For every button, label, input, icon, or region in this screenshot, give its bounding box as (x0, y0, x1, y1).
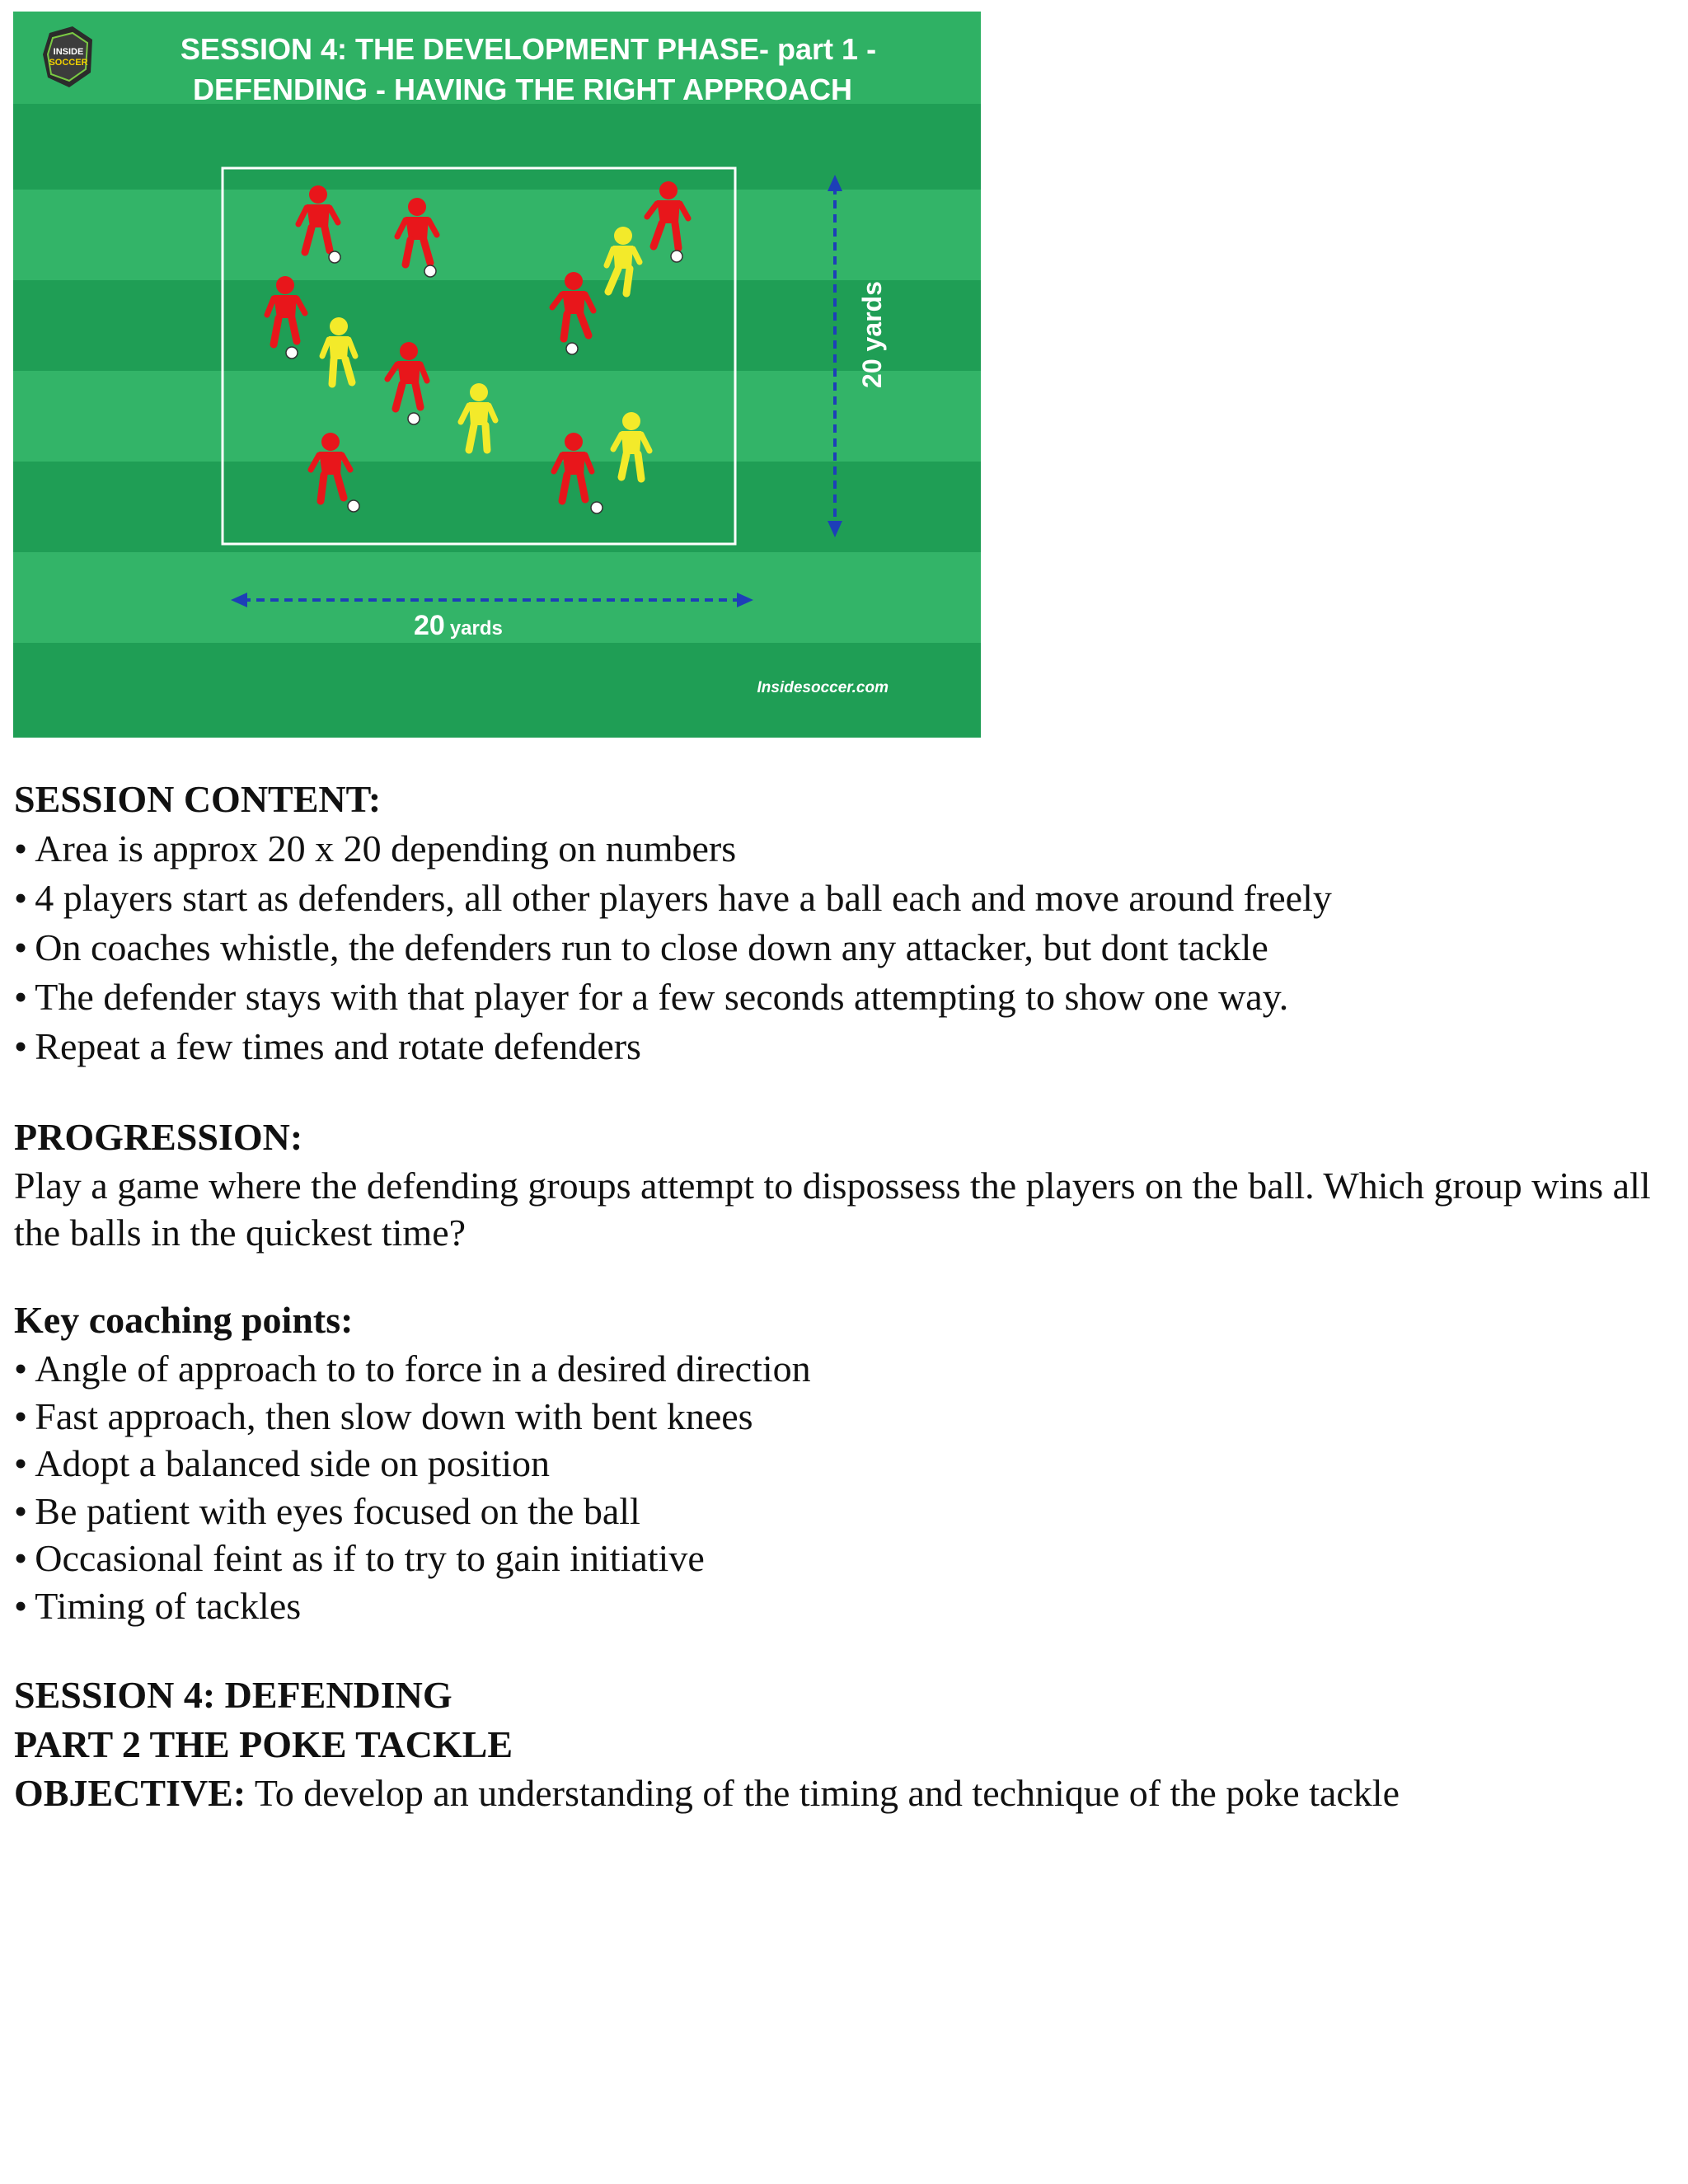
objective-text: To develop an understanding of the timing and technique of the poke tackle (246, 1772, 1400, 1814)
list-item (14, 1022, 1654, 1071)
logo-text-soccer: SOCCER (49, 58, 88, 68)
spacer (14, 1071, 1654, 1113)
list-item (14, 1488, 1654, 1535)
bullet-mark: • (14, 976, 28, 1018)
bullet-mark: • (14, 1584, 28, 1627)
bullet-mark: • (14, 1025, 28, 1067)
list-item (14, 1582, 1654, 1630)
watermark: Insidesoccer.com (757, 679, 889, 696)
spacer (14, 1629, 1654, 1671)
ball (424, 265, 436, 277)
bullet-mark: • (14, 877, 28, 919)
ball (408, 413, 420, 424)
bullet-mark: • (14, 1394, 28, 1437)
session-text (14, 775, 1654, 1816)
progression-heading: PROGRESSION: (14, 1116, 303, 1158)
bullet-mark: • (14, 926, 28, 968)
list-item-text: Timing of tackles (35, 1584, 302, 1627)
ball (591, 502, 603, 513)
list-item-text: Adopt a balanced side on position (35, 1442, 551, 1484)
diagram-title-line1: SESSION 4: THE DEVELOPMENT PHASE- part 1 - (180, 32, 877, 66)
list-item (14, 1345, 1654, 1393)
session-content-heading: SESSION CONTENT: (14, 778, 382, 820)
list-item-text: On coaches whistle, the defenders run to close down any attacker, but dont tackle (35, 926, 1268, 968)
list-item-text: 4 players start as defenders, all other players have a ball each and move around freely (35, 877, 1332, 919)
bullet-mark: • (14, 1489, 28, 1532)
next-session-title: SESSION 4: DEFENDING (14, 1674, 452, 1716)
list-item-text: Occasional feint as if to try to gain initiative (35, 1537, 705, 1579)
bullet-mark: • (14, 1537, 28, 1579)
next-session-part-title: PART 2 THE POKE TACKLE (14, 1723, 513, 1765)
list-item-text: Fast approach, then slow down with bent knees (35, 1394, 753, 1437)
bullet-mark: • (14, 1347, 28, 1390)
ball (286, 347, 298, 359)
list-item (14, 874, 1654, 923)
key-points-list (14, 1345, 1654, 1629)
list-item (14, 923, 1654, 972)
width-label: 20 yards (414, 610, 503, 641)
session-content-list (14, 824, 1654, 1071)
diagram-title-line2: DEFENDING - HAVING THE RIGHT APPROACH (192, 73, 853, 106)
list-item-text: Be patient with eyes focused on the ball (35, 1489, 640, 1532)
key-points-heading: Key coaching points: (14, 1299, 354, 1341)
spacer (14, 1256, 1654, 1296)
list-item (14, 1535, 1654, 1582)
ball (329, 251, 340, 263)
ball (566, 343, 578, 354)
height-label: 20 yards (857, 281, 887, 388)
list-item-text: Repeat a few times and rotate defenders (35, 1025, 641, 1067)
list-item (14, 1393, 1654, 1441)
progression-text: Play a game where the defending groups attempt to dispossess the players on the ball. Which group wins all the balls in the quickest time? (14, 1165, 1651, 1254)
list-item-text: The defender stays with that player for a few seconds attempting to show one way. (35, 976, 1289, 1018)
objective-label: OBJECTIVE: (14, 1772, 246, 1814)
list-item (14, 972, 1654, 1022)
list-item (14, 824, 1654, 874)
logo-text-inside: INSIDE (53, 47, 84, 57)
list-item (14, 1440, 1654, 1488)
session-diagram (13, 12, 981, 738)
objective (14, 1769, 1654, 1816)
bullet-mark: • (14, 1442, 28, 1484)
bullet-mark: • (14, 827, 28, 869)
ball (348, 500, 359, 512)
list-item-text: Angle of approach to to force in a desired direction (35, 1347, 811, 1390)
list-item-text: Area is approx 20 x 20 depending on numbers (35, 827, 737, 869)
ball (671, 251, 682, 262)
